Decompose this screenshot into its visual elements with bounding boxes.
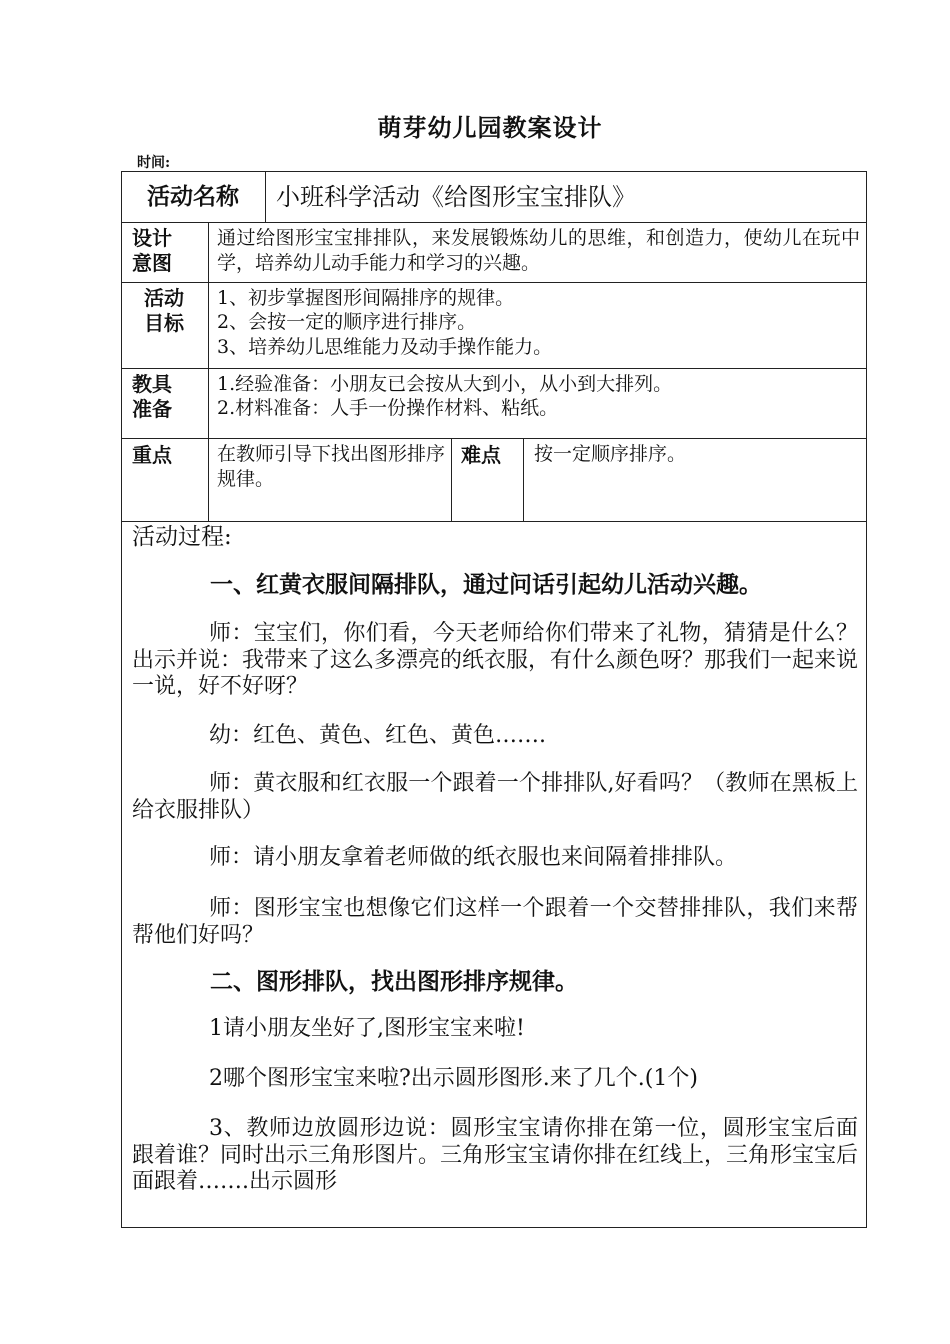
process-paragraph: 师：宝宝们，你们看，今天老师给你们带来了礼物，猜猜是什么？出示并说：我带来了这么多漂亮的纸衣服，有什么颜色呀？那我们一起来说一说，好不好呀？ — [132, 621, 859, 699]
materials-label-line2: 准备 — [132, 397, 172, 421]
time-label: 时间: — [137, 155, 171, 171]
activity-name-label: 活动名称 — [147, 183, 239, 210]
materials-label-line1: 教具 — [132, 372, 172, 396]
difficulty-value: 按一定顺序排序。 — [534, 443, 687, 465]
column-divider — [451, 438, 452, 521]
document-title: 萌芽幼儿园教案设计 — [377, 113, 603, 142]
goal-item: 1、初步掌握图形间隔排序的规律。 — [217, 287, 515, 309]
key-point-label: 重点 — [132, 443, 172, 467]
goal-item: 2、会按一定的顺序进行排序。 — [217, 311, 477, 333]
difficulty-label: 难点 — [461, 443, 501, 467]
row-divider — [121, 521, 867, 522]
row-divider — [121, 438, 867, 439]
materials-item: 2.材料准备：人手一份操作材料、粘纸。 — [217, 397, 559, 419]
process-paragraph: 师：请小朋友拿着老师做的纸衣服也来间隔着排排队。 — [209, 845, 738, 870]
process-paragraph: 1请小朋友坐好了,图形宝宝来啦! — [209, 1016, 525, 1041]
row-divider — [121, 222, 867, 223]
row-divider — [121, 368, 867, 369]
column-divider — [523, 438, 524, 521]
materials-item: 1.经验准备：小朋友已会按从大到小，从小到大排列。 — [217, 373, 673, 395]
design-label-line2: 意图 — [132, 251, 172, 275]
goal-item: 3、培养幼儿思维能力及动手操作能力。 — [217, 336, 553, 358]
activity-name-value: 小班科学活动《给图形宝宝排队》 — [276, 183, 636, 211]
process-paragraph: 3、教师边放圆形边说：圆形宝宝请你排在第一位，圆形宝宝后面跟着谁？同时出示三角形图片。三角形宝宝请你排在红线上，三角形宝宝后面跟着…….出示圆形 — [132, 1116, 859, 1194]
column-divider — [208, 222, 209, 521]
column-divider — [265, 171, 266, 222]
process-label: 活动过程: — [132, 524, 232, 550]
goals-label-line1: 活动 — [144, 286, 184, 310]
process-paragraph: 2哪个图形宝宝来啦?出示圆形图形.来了几个.(1个) — [209, 1066, 698, 1091]
process-paragraph: 幼：红色、黄色、红色、黄色……. — [209, 723, 546, 748]
design-value: 通过给图形宝宝排排队，来发展锻炼幼儿的思维，和创造力，使幼儿在玩中学，培养幼儿动手能力和学习的兴趣。 — [217, 227, 860, 274]
goals-label-line2: 目标 — [144, 311, 184, 335]
design-label-line1: 设计 — [132, 226, 172, 250]
process-heading: 一、红黄衣服间隔排队，通过问话引起幼儿活动兴趣。 — [210, 571, 762, 598]
row-divider — [121, 282, 867, 283]
process-paragraph: 师：黄衣服和红衣服一个跟着一个排排队,好看吗？（教师在黑板上给衣服排队） — [132, 771, 858, 823]
key-point-value: 在教师引导下找出图形排序规律。 — [217, 443, 446, 490]
process-paragraph: 师：图形宝宝也想像它们这样一个跟着一个交替排排队，我们来帮帮他们好吗？ — [132, 896, 858, 948]
process-heading: 二、图形排队，找出图形排序规律。 — [210, 968, 578, 995]
